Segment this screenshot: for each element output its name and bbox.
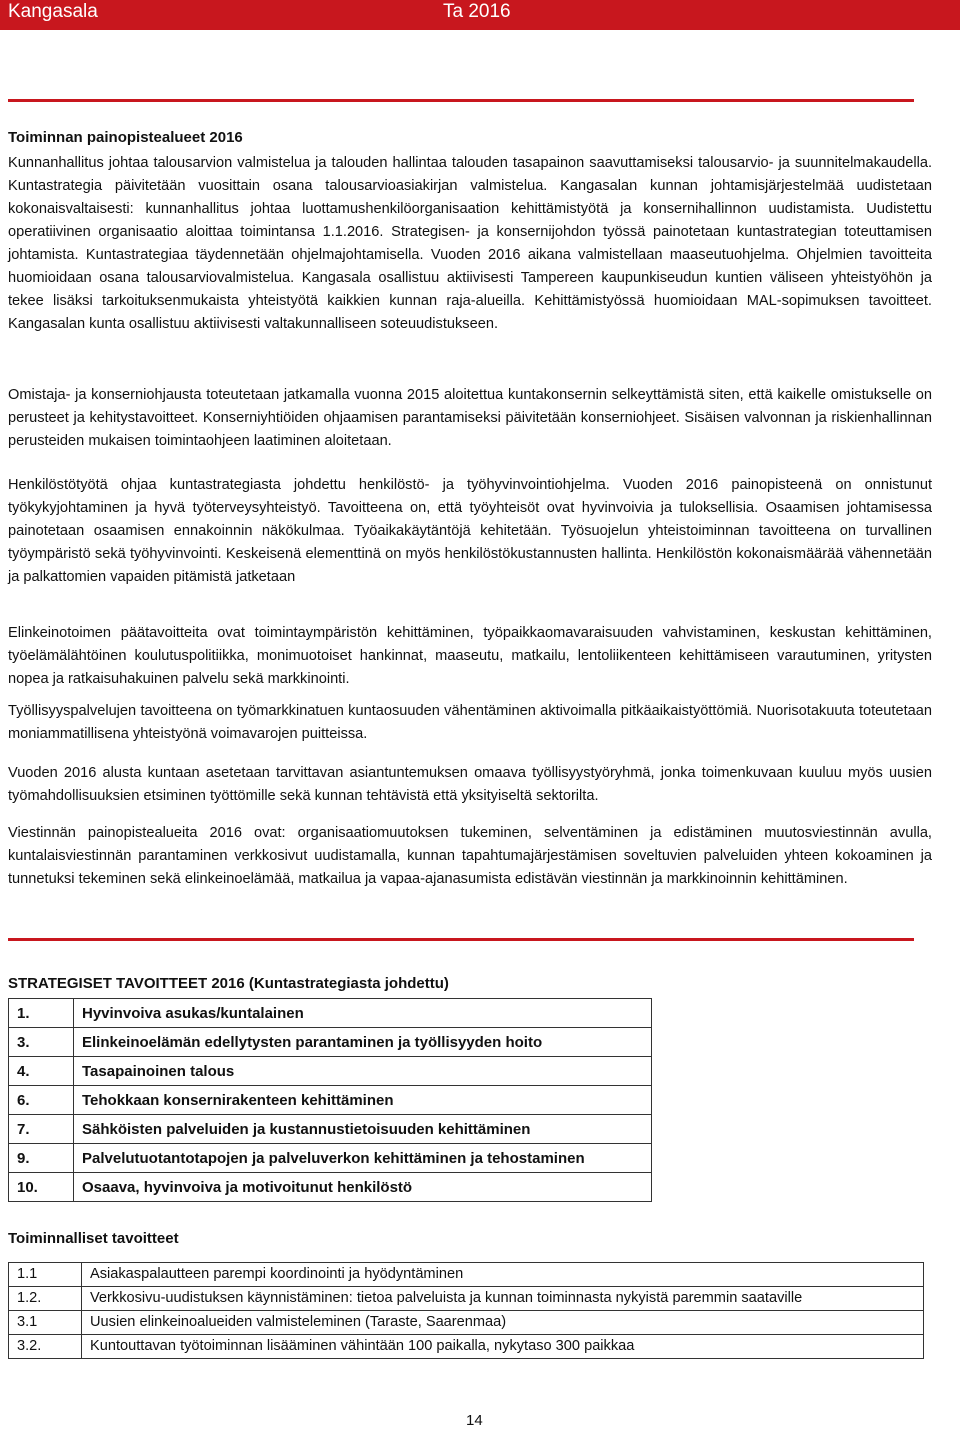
strategic-goals-title: STRATEGISET TAVOITTEET 2016 (Kuntastrategiasta johdettu) [8, 975, 449, 992]
operational-goals-table [8, 1262, 924, 1359]
goal-number: 4. [9, 1057, 74, 1086]
table-row [9, 1311, 924, 1335]
paragraph-employment: Työllisyyspalvelujen tavoitteena on työmarkkinatuen kuntaosuuden vähentäminen aktivoimalla pitkäaikaistyöttömiä. Nuorisotakuuta toteutetaan moniammatillisena yhteistyönä voimavarojen puitteissa. [8, 703, 932, 742]
goal-number: 1.1 [9, 1263, 82, 1287]
goal-text: Tehokkaan konsernirakenteen kehittäminen [74, 1086, 652, 1115]
goal-text: Osaava, hyvinvoiva ja motivoitunut henkilöstö [74, 1173, 652, 1202]
paragraph-ownership: Omistaja- ja konserniohjausta toteutetaan jatkamalla vuonna 2015 aloitettua kuntakonsernin selkeyttämistä siten, että kaikelle omistukselle on perusteet ja kehitystavoitteet. Konserniyhtiöiden ohjaamisen parantamiseksi päivitetään konserniohjeet. Sisäisen valvonnan ja riskienhallinnan perusteiden mukaisen toimintaohjeen laatiminen aloitetaan. [8, 387, 932, 449]
table-row [9, 1263, 924, 1287]
goal-number: 3. [9, 1028, 74, 1057]
section-title: Toiminnan painopistealueet 2016 [8, 129, 243, 146]
operational-goals-title: Toiminnalliset tavoitteet [8, 1230, 179, 1247]
goal-number: 1.2. [9, 1287, 82, 1311]
goal-number: 10. [9, 1173, 74, 1202]
table-row [9, 1115, 652, 1144]
goal-text: Palvelutuotantotapojen ja palveluverkon kehittäminen ja tehostaminen [74, 1144, 652, 1173]
strategic-goals-table [8, 998, 652, 1202]
table-row [9, 999, 652, 1028]
table-row [9, 1057, 652, 1086]
paragraph-personnel: Henkilöstötyötä ohjaa kuntastrategiasta johdettu henkilöstö- ja työhyvinvointiohjelma. Vuoden 2016 painopisteenä on onnistunut työkykyjohtaminen ja hyvä työterveysyhteistyö. Tavoitteena on, että työyhteisöt ovat hyvinvoivia ja tuloksellisia. Osaamisen johtamisessa painotetaan osaamisen ennakoinnin näkökulmaa. Työaikakäytäntöjä kehitetään. Työsuojelun yhteistoiminnan tavoitteena on turvallinen työympäristö sekä työhyvinvointi. Keskeisenä elementtinä on myös henkilöstökustannusten hallinta. Henkilöstön kokonaismäärää vähennetään ja palkattomien vapaiden pitämistä jatketaan [8, 477, 932, 585]
page-number: 14 [466, 1412, 483, 1429]
goal-number: 6. [9, 1086, 74, 1115]
goal-text: Hyvinvoiva asukas/kuntalainen [74, 999, 652, 1028]
header-year: Ta 2016 [443, 1, 511, 22]
paragraph-governance: Kunnanhallitus johtaa talousarvion valmistelua ja talouden hallintaa talouden tasapainon saavuttamiseksi talousarvio- ja suunnitelmakaudella. Kuntastrategia päivitetään vuosittain osana talousarvioasiakirjan valmistelua. Kangasalan kunnan johtamisjärjestelmää uudistetaan kokonaisvaltaisesti: kunnanhallitus johtaa luottamushenkilöorganisaation kehittämistyötä ja konsernihallinnon uudistamista. Uudistettu operatiivinen organisaatio aloittaa toimintansa 1.1.2016. Strategisen- ja konsernijohdon työssä painotetaan kuntastrategian toteuttamisen johtamista. Kuntastrategiaa täydennetään ohjelmajohtamisella. Vuoden 2016 aikana valmistellaan maaseutuohjelma. Ohjelmien tavoitteita huomioidaan osana talousarviovalmistelua. Kangasala osallistuu aktiivisesti Tampereen kaupunkiseudun kuntien väliseen yhteistyöhön ja tekee lisäksi tarkoituksenmukaista yhteistyötä kaikkien kunnan raja-alueilla. Kehittämistyössä huomioidaan MAL-sopimuksen tavoitteet. Kangasalan kunta osallistuu aktiivisesti valtakunnalliseen soteuudistukseen. [8, 155, 932, 332]
goal-text: Kuntouttavan työtoiminnan lisääminen vähintään 100 paikalla, nykytaso 300 paikkaa [82, 1335, 924, 1359]
top-divider [8, 99, 914, 102]
goal-text: Elinkeinoelämän edellytysten parantaminen ja työllisyyden hoito [74, 1028, 652, 1057]
paragraph-business: Elinkeinotoimen päätavoitteita ovat toimintaympäristön kehittäminen, työpaikkaomavaraisuuden vahvistaminen, keskustan kehittäminen, työelämälähtöinen koulutuspolitiikka, monimuotoiset hankinnat, maaseutu, matkailu, lentoliikenteen kehittämiseen varautuminen, yritysten nopea ja ratkaisuhakuinen palvelu sekä markkinointi. [8, 625, 932, 687]
goal-number: 3.1 [9, 1311, 82, 1335]
header-municipality: Kangasala [8, 1, 98, 22]
goal-text: Asiakaspalautteen parempi koordinointi ja hyödyntäminen [82, 1263, 924, 1287]
table-row [9, 1086, 652, 1115]
goal-text: Verkkosivu-uudistuksen käynnistäminen: tietoa palveluista ja kunnan toiminnasta nykyistä paremmin saataville [82, 1287, 924, 1311]
goal-number: 3.2. [9, 1335, 82, 1359]
goal-text: Tasapainoinen talous [74, 1057, 652, 1086]
table-row [9, 1335, 924, 1359]
goal-number: 7. [9, 1115, 74, 1144]
paragraph-employment-group: Vuoden 2016 alusta kuntaan asetetaan tarvittavan asiantuntemuksen omaava työllisyystyöryhmä, jonka toimenkuvaan kuuluu myös uusien työmahdollisuuksien etsiminen työttömille sekä kunnan tehtävistä että yksityiseltä sektorilta. [8, 765, 932, 804]
goal-number: 1. [9, 999, 74, 1028]
paragraph-communication: Viestinnän painopistealueita 2016 ovat: organisaatiomuutoksen tukeminen, selventäminen ja edistäminen muutosviestinnän avulla, kuntalaisviestinnän parantaminen verkkosivut uudistamalla, kunnan tapahtumajärjestämisen soveltuvien palveluiden yhteen kokoaminen ja tunnetuksi tekeminen sekä elinkeinoelämää, matkailua ja vapaa-ajanasumista edistävän viestinnän ja markkinoinnin kehittäminen. [8, 825, 932, 887]
goal-text: Uusien elinkeinoalueiden valmisteleminen (Taraste, Saarenmaa) [82, 1311, 924, 1335]
table-row [9, 1173, 652, 1202]
bottom-divider [8, 938, 914, 941]
table-row [9, 1287, 924, 1311]
goal-number: 9. [9, 1144, 74, 1173]
table-row [9, 1144, 652, 1173]
goal-text: Sähköisten palveluiden ja kustannustietoisuuden kehittäminen [74, 1115, 652, 1144]
table-row [9, 1028, 652, 1057]
page-header [0, 0, 960, 30]
